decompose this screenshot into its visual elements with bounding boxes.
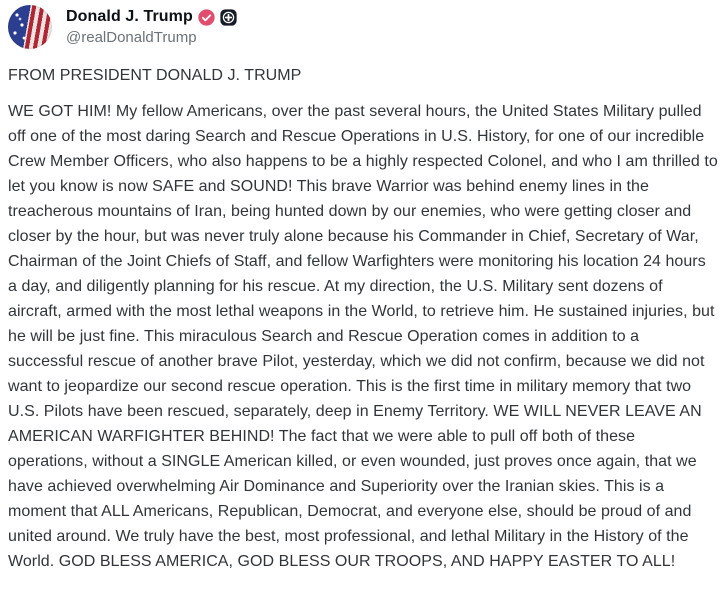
user-handle[interactable]: @realDonaldTrump [66,29,197,46]
post-text: WE GOT HIM! My fellow Americans, over the past several hours, the United States Military pulled off one of the most daring Search and Rescue Operations in U.S. History, for one of our incredible Crew Member Officers, who also happens to be a highly respected Colonel, and who I am thrilled to let you know is now SAFE and SOUND! This brave Warrior was behind enemy lines in the treacherous mountains of Iran, being hunted down by our enemies, who were getting closer and closer by the hour, but was never truly alone because his Commander in Chief, Secretary of War, Chairman of the Joint Chiefs of Staff, and fellow Warfighters were monitoring his location 24 hours a day, and diligently planning for his rescue. At my direction, the U.S. Military sent dozens of aircraft, armed with the most lethal weapons in the World, to retrieve him. He sustained injuries, but he will be just fine. This miraculous Search and Rescue Operation comes in addition to a successful rescue of another brave Pilot, yesterday, which we did not confirm, because we did not want to jeopardize our second rescue operation. This is the first time in military memory that two U.S. Pilots have been rescued, separately, deep in Enemy Territory. WE WILL NEVER LEAVE AN AMERICAN WARFIGHTER BEHIND! The fact that we were able to pull off both of these operations, without a SINGLE American killed, or even wounded, just proves once again, that we have achieved overwhelming Air Dominance and Superiority over the Iranian skies. This is a moment that ALL Americans, Republican, Democrat, and everyone else, should be proud of and united around. We truly have the best, most professional, and lethal Military in the History of the World. GOD BLESS AMERICA, GOD BLESS OUR TROOPS, AND HAPPY EASTER TO ALL! [8,103,718,570]
post-body [8,63,718,574]
author-name-row [66,8,237,26]
post-heading: FROM PRESIDENT DONALD J. TRUMP [8,67,302,84]
verified-badge-icon [198,9,215,26]
author-block [66,5,237,46]
plus-badge-icon [220,9,237,26]
post-header [8,5,718,49]
display-name[interactable]: Donald J. Trump [66,8,193,25]
avatar[interactable] [8,5,52,49]
